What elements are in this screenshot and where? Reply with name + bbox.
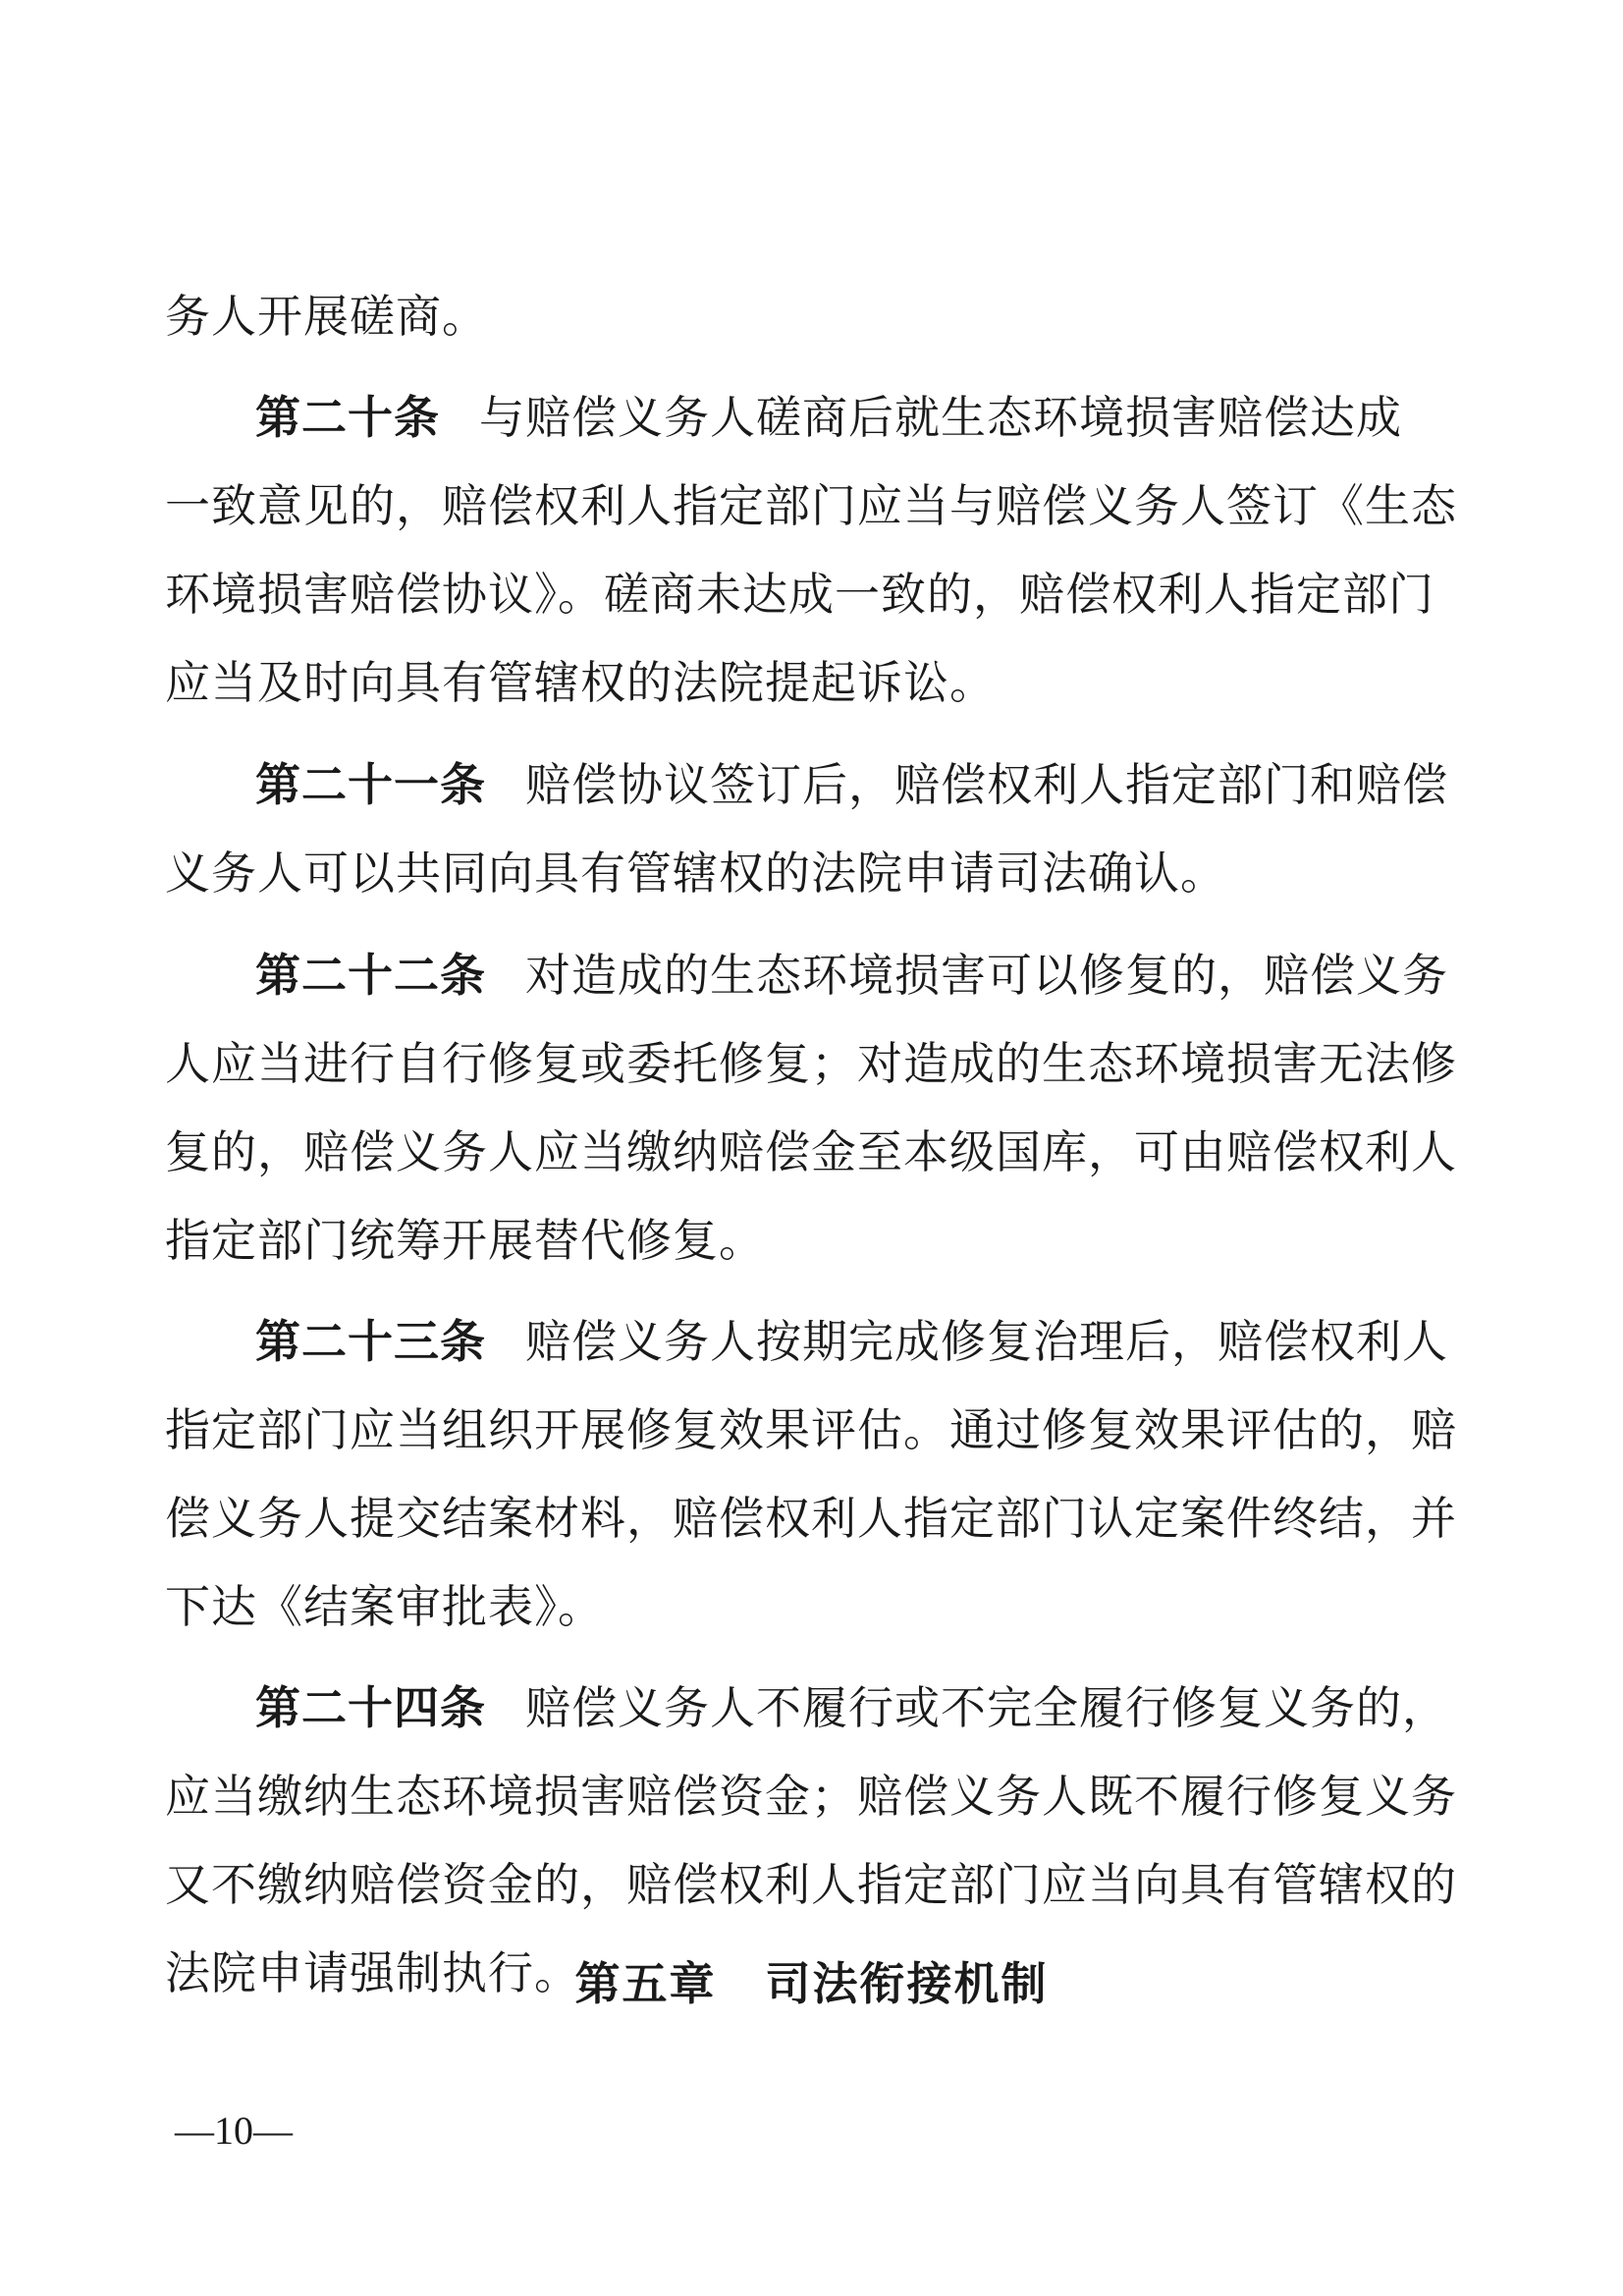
line-text: 赔偿义务人按期完成修复治理后，赔偿权利人: [525, 1315, 1448, 1368]
article-first-line: [255, 745, 1448, 824]
article-first-line: [255, 936, 1448, 1014]
line-text: 又不缴纳赔偿资金的，赔偿权利人指定部门应当向具有管辖权的: [165, 1858, 1457, 1911]
chapter-title: 司法衔接机制: [765, 1957, 1049, 2010]
body-line: [165, 1113, 1457, 1191]
line-text: 赔偿义务人不履行或不完全履行修复义务的，: [525, 1681, 1448, 1734]
line-text: 人应当进行自行修复或委托修复；对造成的生态环境损害无法修: [165, 1037, 1457, 1090]
body-line: [165, 1757, 1457, 1835]
line-text: 务人开展磋商。: [165, 290, 488, 343]
body-line: [165, 1845, 1457, 1924]
line-text: 环境损害赔偿协议》。磋商未达成一致的，赔偿权利人指定部门: [165, 568, 1434, 621]
article-first-line: [255, 378, 1400, 457]
line-text: 法院申请强制执行。: [165, 1946, 580, 1999]
page-number: —10—: [175, 2108, 293, 2153]
article-first-line: [255, 1668, 1448, 1747]
chapter-heading: [0, 1944, 1623, 2023]
line-text: 指定部门应当组织开展修复效果评估。通过修复效果评估的，赔: [165, 1403, 1457, 1456]
body-line: [165, 1567, 1400, 1646]
body-line: [165, 834, 1400, 912]
article-number: 第二十一条: [255, 758, 486, 811]
line-text: 应当及时向具有管辖权的法院提起诉讼。: [165, 656, 996, 709]
body-line: [165, 1201, 1400, 1280]
body-line: [165, 1391, 1457, 1469]
line-text: 赔偿协议签订后，赔偿权利人指定部门和赔偿: [525, 758, 1448, 811]
line-text: 应当缴纳生态环境损害赔偿资金；赔偿义务人既不履行修复义务: [165, 1770, 1457, 1823]
chapter-number: 第五章: [574, 1957, 717, 2010]
body-line: [165, 1479, 1457, 1558]
line-text: 偿义务人提交结案材料，赔偿权利人指定部门认定案件终结，并: [165, 1492, 1457, 1545]
article-number: 第二十四条: [255, 1681, 486, 1734]
line-text: 一致意见的，赔偿权利人指定部门应当与赔偿义务人签订《生态: [165, 479, 1457, 532]
body-line: [165, 277, 1400, 355]
body-line: [165, 643, 1400, 722]
line-text: 与赔偿义务人磋商后就生态环境损害赔偿达成: [479, 391, 1402, 444]
body-line: [165, 555, 1434, 633]
line-text: 义务人可以共同向具有管辖权的法院申请司法确认。: [165, 847, 1226, 900]
article-first-line: [255, 1302, 1448, 1381]
article-number: 第二十三条: [255, 1315, 486, 1368]
body-line: [165, 1024, 1457, 1103]
body-line: [165, 466, 1457, 545]
article-number: 第二十条: [255, 391, 440, 444]
line-text: 对造成的生态环境损害可以修复的，赔偿义务: [525, 949, 1448, 1002]
line-text: 下达《结案审批表》。: [165, 1580, 604, 1633]
line-text: 指定部门统筹开展替代修复。: [165, 1214, 765, 1267]
article-number: 第二十二条: [255, 949, 486, 1002]
line-text: 复的，赔偿义务人应当缴纳赔偿金至本级国库，可由赔偿权利人: [165, 1125, 1457, 1178]
